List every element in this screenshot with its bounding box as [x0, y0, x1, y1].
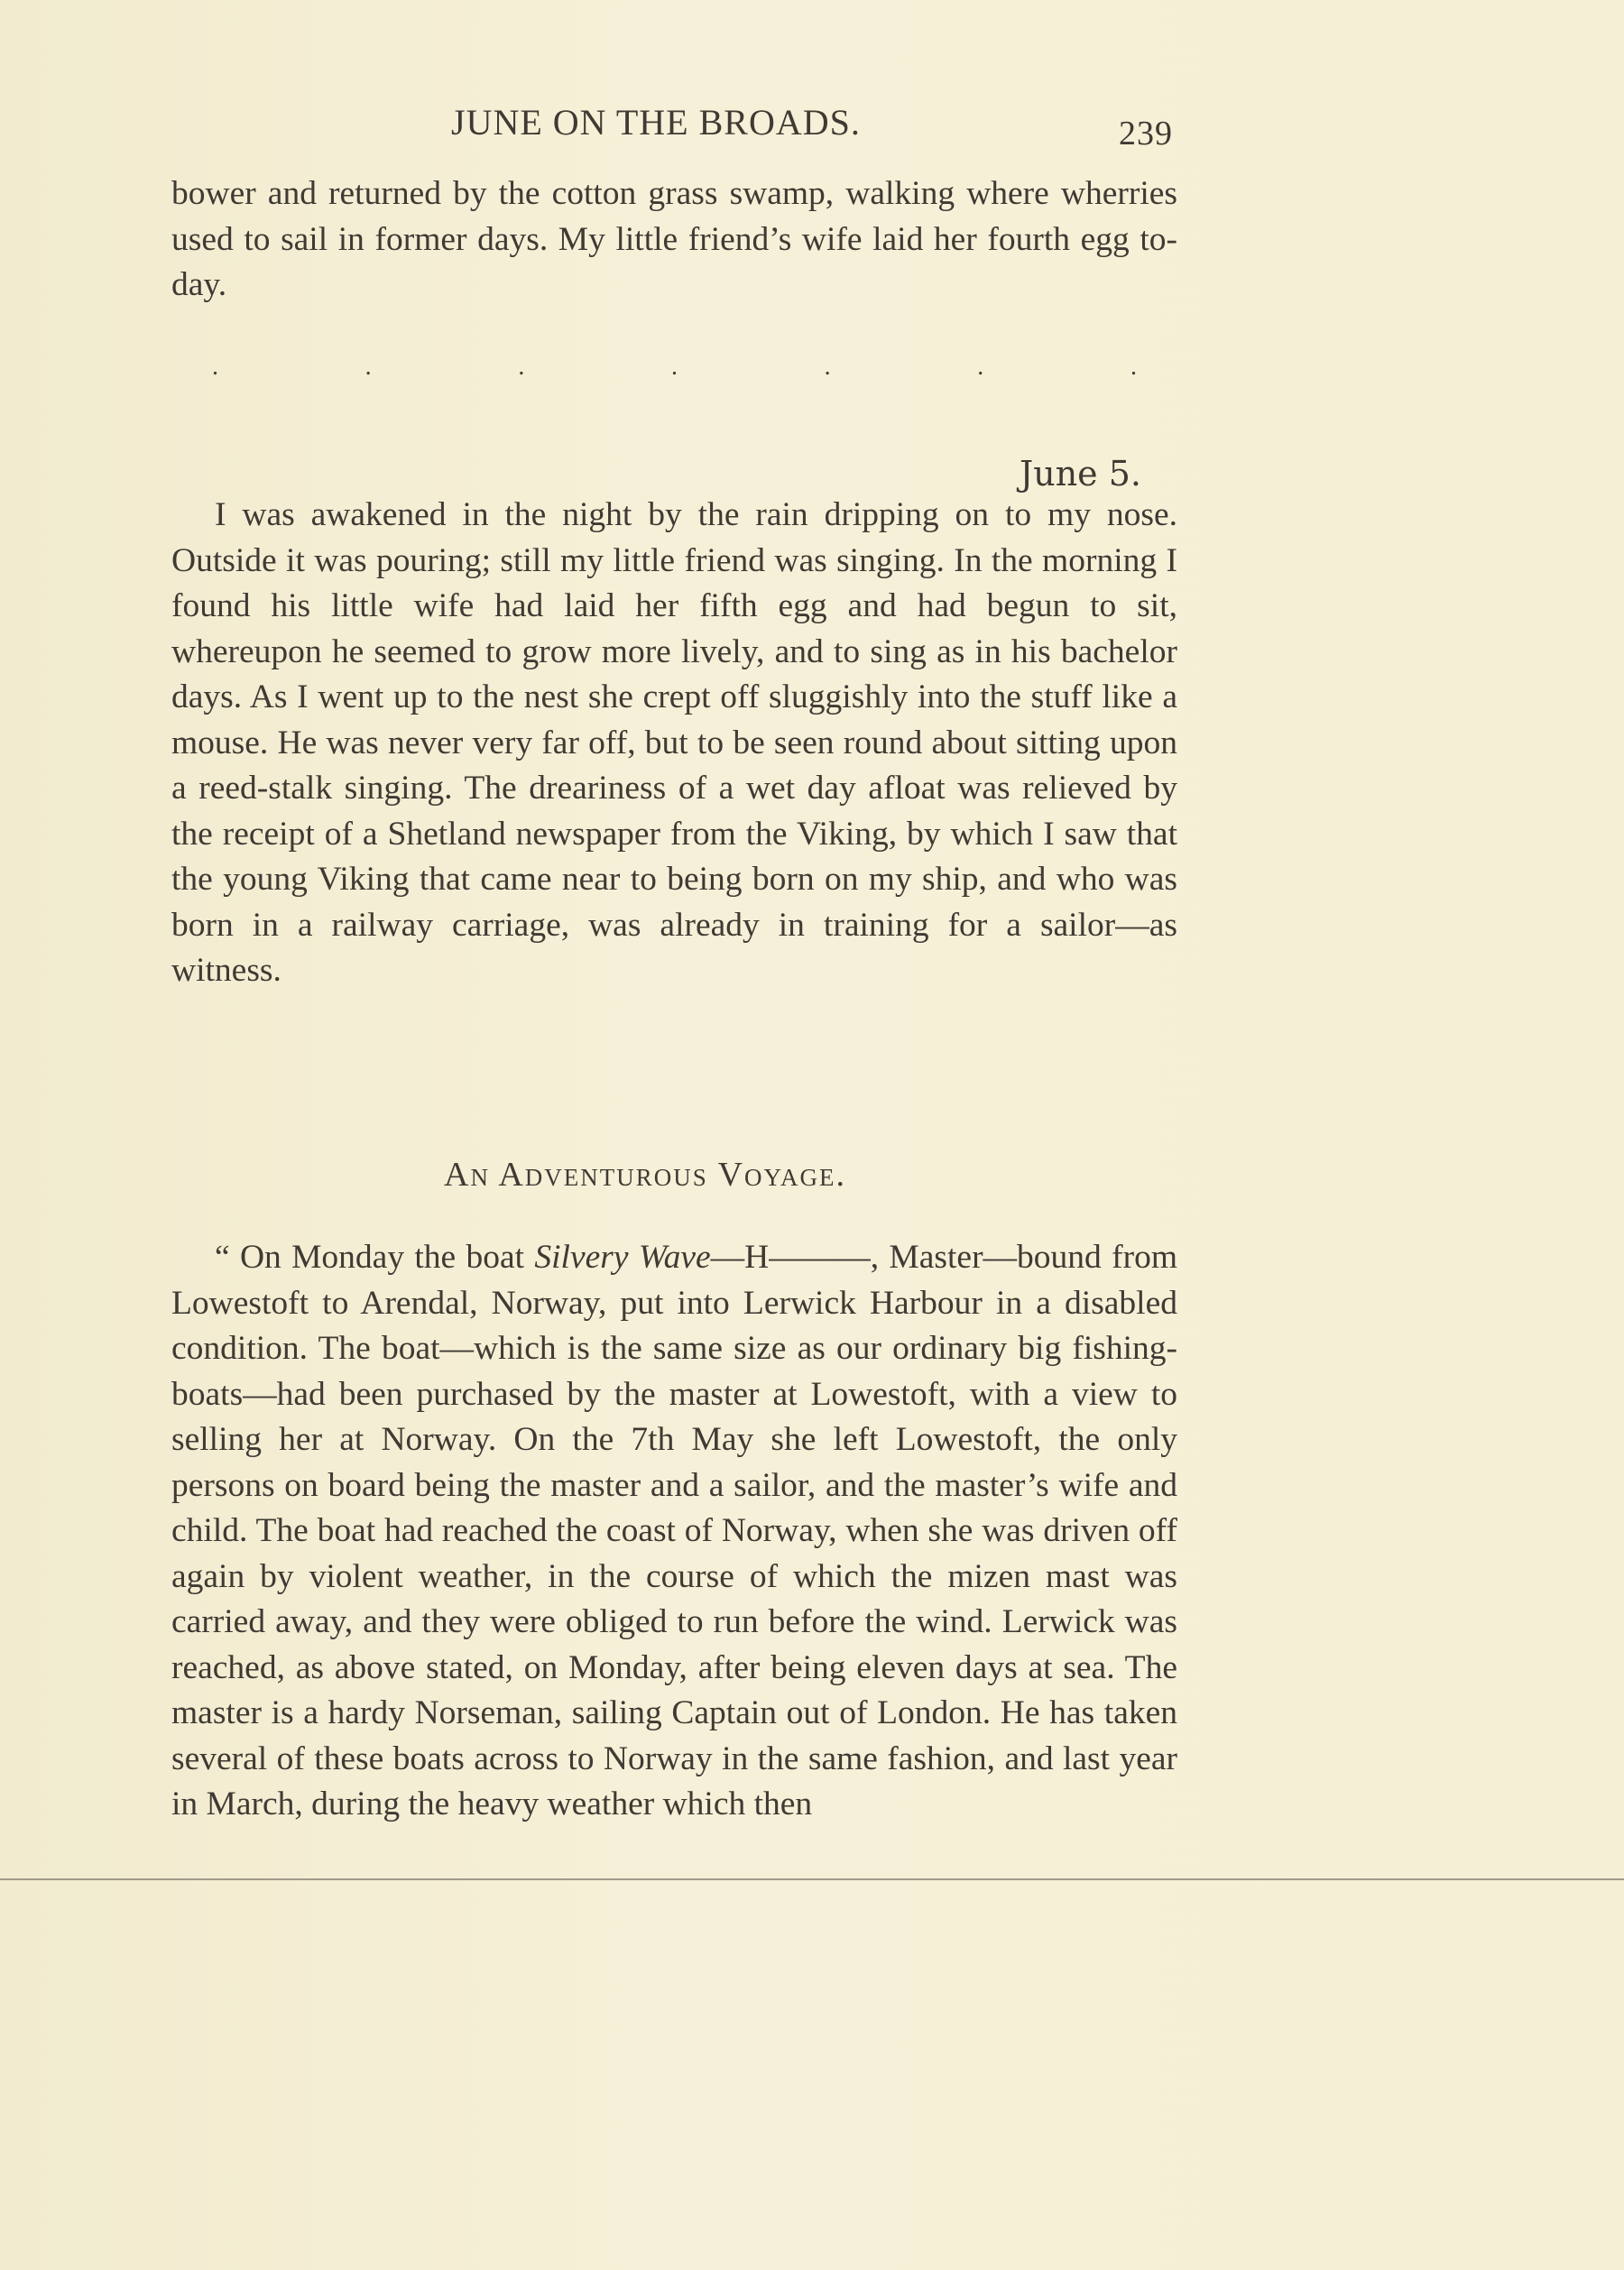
break-dot: .	[670, 353, 678, 381]
break-dot: .	[212, 353, 218, 381]
paragraph-1	[171, 171, 1177, 309]
quote-body: —H———, Master—bound from Lowestoft to Arendal, Norway, put into Lerwick Harbour in a disabled condition. The boat—which is the same size as our ordinary big fishing-boats—had been purchased by the master at Lowestoft, with a view to selling her at Norway. On the 7th May she left Lowestoft, the only persons on board being the master and a sailor, and the master’s wife and child. The boat had reached the coast of Norway, when she was driven off again by violent weather, in the course of which the mizen mast was carried away, and they were obliged to run before the wind. Lerwick was reached, as above stated, on Monday, after being eleven days at sea. The master is a hardy Norseman, sailing Captain out of London. He has taken several of these boats across to Norway in the same fashion, and last year in March, during the heavy weather which then	[171, 1239, 1178, 1822]
paragraph-3	[171, 1235, 1177, 1828]
paragraph-1-text: bower and returned by the cotton grass swamp, walking where wherries used to sail in former days. My little friend’s wife laid her fourth egg to-day.	[171, 175, 1177, 303]
section-break-dots	[212, 355, 1137, 380]
paragraph-2-text: I was awakened in the night by the rain dripping on to my nose. Outside it was pouring; still my little friend was singing. In the morning I found his little wife had laid her fifth egg and had begun to sit, whereupon he seemed to grow more lively, and to sing as in his bachelor days. As I went up to the nest she crept off sluggishly into the stuff like a mouse. He was never very far off, but to be seen round about sitting upon a reed-stalk singing. The dreariness of a wet day afloat was relieved by the receipt of a Shetland newspaper from the Viking, by which I saw that the young Viking that came near to being born on my ship, and who was born in a railway carriage, was already in training for a sailor—as witness.	[171, 496, 1177, 989]
paragraph-2	[171, 493, 1177, 994]
break-dot: .	[1130, 353, 1137, 381]
break-dot: .	[977, 353, 984, 381]
break-dot: .	[518, 353, 525, 381]
section-heading-text: An Adventurous Voyage.	[444, 1156, 847, 1194]
running-head-title: JUNE ON THE BROADS.	[451, 102, 861, 143]
scan-rule-line	[0, 1878, 1624, 1880]
boat-name: Silvery Wave	[534, 1239, 711, 1276]
break-dot: .	[364, 353, 372, 381]
diary-date: June 5.	[1020, 454, 1142, 494]
paragraph-3-text	[171, 1235, 1177, 1828]
break-dot: .	[824, 353, 831, 381]
page-number: 239	[1119, 115, 1173, 152]
quote-lead: “ On Monday the boat	[215, 1239, 535, 1276]
